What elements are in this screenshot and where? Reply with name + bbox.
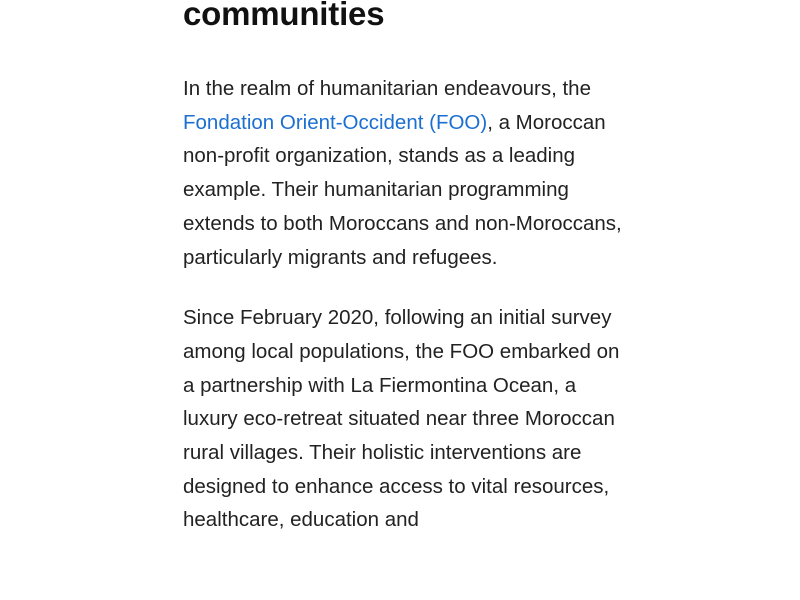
paragraph-partnership: Since February 2020, following an initial survey among local populations, the FOO embarked on a partnership with La Fiermontina Ocean, a luxury eco-retreat situated near three Moroccan rural villages. Their holistic interventions are designed to enhance access to vital resources, healthcare, education and bbox=[183, 306, 620, 532]
paragraph-intro bbox=[183, 72, 623, 274]
paragraph-intro-text-after: , a Moroccan non-profit organization, stands as a leading example. Their humanitarian programming extends to both Moroccans and non-Moroccans, particularly migrants and refugees. bbox=[183, 110, 622, 269]
section-heading: communities bbox=[183, 0, 385, 32]
paragraph-intro-text-before: In the realm of humanitarian endeavours, the bbox=[183, 77, 591, 100]
article-body bbox=[183, 0, 623, 537]
foo-link[interactable]: Fondation Orient-Occident (FOO) bbox=[183, 110, 488, 134]
